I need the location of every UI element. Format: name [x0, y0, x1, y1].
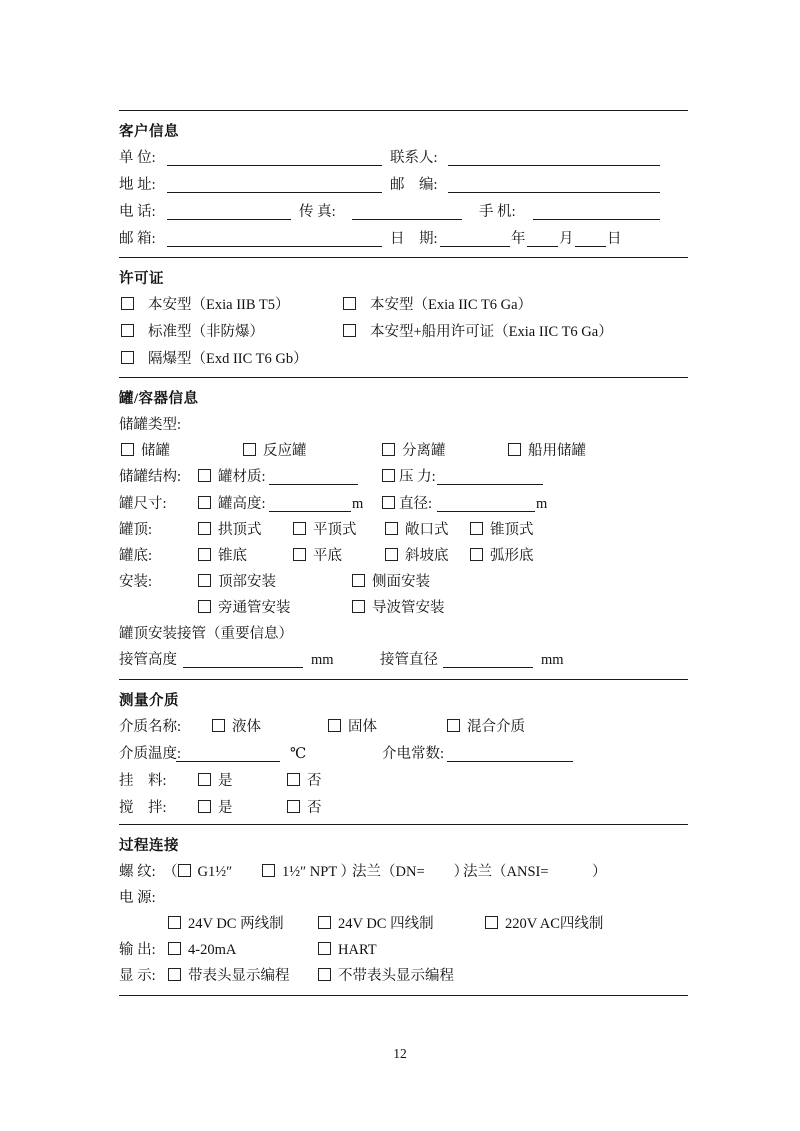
output-option-420ma	[168, 937, 236, 963]
power-option-24vdc-4wire	[318, 911, 434, 937]
medium-temp-label: 介质温度:	[119, 746, 182, 762]
medium-temp-input-line[interactable]	[176, 745, 280, 762]
mobile-label: 手 机:	[479, 204, 516, 220]
option-label: 拱顶式	[218, 522, 262, 538]
storage-tank-checkbox[interactable]	[121, 443, 134, 456]
diameter-label: 直径:	[399, 496, 433, 512]
tank-height-option	[198, 491, 266, 517]
mixed-medium-checkbox[interactable]	[447, 719, 460, 732]
tank-bottom-label: 罐底:	[119, 548, 153, 564]
phone-label: 电 话:	[119, 204, 156, 220]
g-thread-checkbox[interactable]	[178, 864, 191, 877]
stir-no-option	[287, 795, 322, 822]
phone-input-line[interactable]	[167, 203, 291, 220]
medium-option-solid	[328, 714, 377, 741]
marine-license-checkbox[interactable]	[343, 324, 356, 337]
npt-thread-checkbox[interactable]	[262, 864, 275, 877]
nozzle-diameter-input-line[interactable]	[443, 651, 533, 668]
option-label: 4-20mA	[188, 942, 237, 958]
option-label: 本安型（Exia IIB T5）	[148, 297, 290, 313]
solid-checkbox[interactable]	[328, 719, 341, 732]
license-option-standard	[121, 319, 264, 346]
power-option-24vdc-2wire	[168, 911, 284, 937]
date-day-input-line[interactable]	[575, 230, 606, 247]
unit-label: 单 位:	[119, 150, 156, 166]
stir-yes-checkbox[interactable]	[198, 800, 211, 813]
email-label: 邮 箱:	[119, 231, 156, 247]
buildup-yes-option	[198, 768, 233, 795]
tank-type-separation	[382, 438, 446, 464]
tank-type-options-row	[119, 438, 688, 464]
nozzle-dimensions-row	[119, 647, 688, 674]
mobile-input-line[interactable]	[533, 203, 660, 220]
year-label: 年	[511, 231, 526, 247]
display-option-with-meter	[168, 963, 290, 989]
tank-material-input-line[interactable]	[269, 468, 358, 485]
process-heading: 过程连接	[119, 838, 179, 854]
standard-type-checkbox[interactable]	[121, 324, 134, 337]
output-option-hart	[318, 937, 377, 963]
buildup-no-checkbox[interactable]	[287, 773, 300, 786]
option-label: 否	[307, 773, 322, 789]
date-year-input-line[interactable]	[440, 230, 510, 247]
option-label: 标准型（非防爆）	[148, 324, 264, 340]
option-label: 混合介质	[467, 719, 525, 735]
medium-option-liquid	[212, 714, 261, 741]
pressure-label: 压 力:	[399, 469, 436, 485]
open-top-checkbox[interactable]	[385, 522, 398, 535]
option-label: HART	[338, 942, 377, 958]
fax-input-line[interactable]	[352, 203, 462, 220]
thread-row	[119, 859, 688, 885]
bypass-pipe-mount-checkbox[interactable]	[198, 600, 211, 613]
nozzle-diameter-unit: mm	[541, 652, 564, 668]
marine-tank-checkbox[interactable]	[508, 443, 521, 456]
tank-size-row	[119, 491, 688, 517]
tank-pressure-checkbox[interactable]	[382, 469, 395, 482]
output-420ma-checkbox[interactable]	[168, 942, 181, 955]
date-month-input-line[interactable]	[527, 230, 558, 247]
option-label: G1½″	[197, 864, 233, 880]
nozzle-height-label: 接管高度	[119, 652, 177, 668]
reaction-tank-checkbox[interactable]	[243, 443, 256, 456]
tank-height-checkbox[interactable]	[198, 496, 211, 509]
date-label: 日 期:	[390, 231, 438, 247]
option-label: 平顶式	[313, 522, 357, 538]
customer-info-heading: 客户信息	[119, 124, 179, 140]
display-option-without-meter	[318, 963, 454, 989]
option-label: 锥底	[218, 548, 247, 564]
option-label: 220V AC四线制	[505, 916, 604, 932]
license-row-3	[119, 346, 688, 373]
roof-option-cone	[470, 517, 534, 543]
option-label: 导波管安装	[372, 600, 445, 616]
tank-material-checkbox[interactable]	[198, 469, 211, 482]
tank-type-marine	[508, 438, 586, 464]
material-label: 罐材质:	[218, 469, 266, 485]
zip-input-line[interactable]	[448, 176, 660, 193]
buildup-no-option	[287, 768, 322, 795]
option-label: 平底	[313, 548, 342, 564]
option-label: 储罐	[141, 443, 170, 459]
power-label-row	[119, 885, 688, 911]
medium-name-label: 介质名称:	[119, 719, 182, 735]
option-label: 固体	[348, 719, 377, 735]
unit-input-line[interactable]	[167, 149, 382, 166]
contact-label: 联系人:	[390, 150, 438, 166]
tank-structure-label: 储罐结构:	[119, 469, 182, 485]
tank-info-heading: 罐/容器信息	[119, 391, 199, 407]
option-label: 不带表头显示编程	[338, 968, 454, 984]
flat-roof-checkbox[interactable]	[293, 522, 306, 535]
power-options-row	[119, 911, 688, 937]
option-label: 液体	[232, 719, 261, 735]
address-input-line[interactable]	[167, 176, 382, 193]
roof-option-open	[385, 517, 449, 543]
height-label: 罐高度:	[218, 496, 266, 512]
option-label: 侧面安装	[372, 574, 430, 590]
customer-email-row	[119, 226, 688, 253]
without-display-checkbox[interactable]	[318, 968, 331, 981]
option-label: 否	[307, 800, 322, 816]
option-label: 带表头显示编程	[188, 968, 290, 984]
option-label: 本安型+船用许可证（Exia IIC T6 Ga）	[370, 324, 613, 340]
contact-input-line[interactable]	[448, 149, 660, 166]
height-unit: m	[352, 496, 364, 512]
mount-option-side	[352, 569, 430, 595]
buildup-row	[119, 768, 688, 795]
side-mount-checkbox[interactable]	[352, 574, 365, 587]
customer-address-row	[119, 172, 688, 199]
bottom-option-flat	[293, 543, 342, 569]
paren-open: （	[163, 864, 178, 880]
dc24v-2wire-checkbox[interactable]	[168, 916, 181, 929]
section-customer-info	[119, 110, 688, 257]
tank-structure-row	[119, 464, 688, 491]
flat-bottom-checkbox[interactable]	[293, 548, 306, 561]
power-label: 电 源:	[119, 890, 156, 906]
with-display-checkbox[interactable]	[168, 968, 181, 981]
cone-roof-checkbox[interactable]	[470, 522, 483, 535]
stir-label: 搅 拌:	[119, 800, 167, 816]
option-label: 是	[218, 773, 233, 789]
flange-dn-label: 法兰（DN= ）	[352, 864, 469, 880]
section-process-connection	[119, 824, 688, 995]
tank-pressure-input-line[interactable]	[437, 468, 543, 485]
liquid-checkbox[interactable]	[212, 719, 225, 732]
nozzle-heading-row	[119, 621, 688, 647]
tank-type-storage	[121, 438, 170, 464]
tank-diameter-checkbox[interactable]	[382, 496, 395, 509]
stir-row	[119, 795, 688, 822]
exia-iic-t6-checkbox[interactable]	[343, 297, 356, 310]
separation-tank-checkbox[interactable]	[382, 443, 395, 456]
section-tank-info	[119, 377, 688, 679]
display-row	[119, 963, 688, 989]
medium-name-row	[119, 714, 688, 741]
option-label: 船用储罐	[528, 443, 586, 459]
power-option-220vac-4wire	[485, 911, 603, 937]
option-label: 反应罐	[263, 443, 307, 459]
tank-diameter-option	[382, 491, 432, 517]
tank-height-input-line[interactable]	[269, 495, 351, 512]
customer-phone-row	[119, 199, 688, 226]
bottom-option-cone	[198, 543, 247, 569]
mount-label: 安装:	[119, 574, 153, 590]
thread-option-npt	[262, 859, 355, 885]
option-label: 分离罐	[402, 443, 446, 459]
tank-type-label-row	[119, 412, 688, 438]
tank-roof-row	[119, 517, 688, 543]
tank-size-label: 罐尺寸:	[119, 496, 167, 512]
output-row	[119, 937, 688, 963]
option-label: 1½″ NPT ）	[282, 864, 356, 880]
license-option-marine	[343, 319, 613, 346]
buildup-label: 挂 料:	[119, 773, 167, 789]
option-label: 弧形底	[490, 548, 534, 564]
tank-pressure-option	[382, 464, 436, 491]
mount-option-bypass	[198, 595, 291, 621]
buildup-yes-checkbox[interactable]	[198, 773, 211, 786]
form-content	[119, 110, 688, 996]
top-mount-checkbox[interactable]	[198, 574, 211, 587]
slope-bottom-checkbox[interactable]	[385, 548, 398, 561]
option-label: 敞口式	[405, 522, 449, 538]
option-label: 24V DC 两线制	[188, 916, 284, 932]
option-label: 顶部安装	[218, 574, 276, 590]
ac220v-4wire-checkbox[interactable]	[485, 916, 498, 929]
dielectric-input-line[interactable]	[447, 745, 573, 762]
zip-label: 邮 编:	[390, 177, 438, 193]
bottom-option-slope	[385, 543, 449, 569]
nozzle-height-unit: mm	[311, 652, 334, 668]
license-heading: 许可证	[119, 271, 164, 287]
option-label: 本安型（Exia IIC T6 Ga）	[370, 297, 533, 313]
stir-no-checkbox[interactable]	[287, 800, 300, 813]
thread-option-g	[163, 859, 232, 885]
stir-yes-option	[198, 795, 233, 822]
fax-label: 传 真:	[299, 204, 336, 220]
tank-diameter-input-line[interactable]	[437, 495, 535, 512]
arch-roof-checkbox[interactable]	[198, 522, 211, 535]
medium-heading: 测量介质	[119, 693, 179, 709]
tank-roof-label: 罐顶:	[119, 522, 153, 538]
mount-option-top	[198, 569, 276, 595]
option-label: 锥顶式	[490, 522, 534, 538]
email-input-line[interactable]	[167, 230, 382, 247]
flange-ansi-label: 法兰（ANSI= ）	[463, 864, 607, 880]
bottom-option-arc	[470, 543, 534, 569]
option-label: 旁通管安装	[218, 600, 291, 616]
temp-unit: ℃	[290, 746, 307, 762]
cone-bottom-checkbox[interactable]	[198, 548, 211, 561]
option-label: 是	[218, 800, 233, 816]
tank-mount-row-2	[119, 595, 688, 621]
stillwell-mount-checkbox[interactable]	[352, 600, 365, 613]
dielectric-label: 介电常数:	[382, 746, 445, 762]
section-license	[119, 257, 688, 377]
diameter-unit: m	[536, 496, 548, 512]
license-option-exd	[121, 346, 308, 373]
day-label: 日	[607, 231, 622, 247]
nozzle-diameter-label: 接管直径	[380, 652, 438, 668]
roof-option-arch	[198, 517, 262, 543]
option-label: 24V DC 四线制	[338, 916, 434, 932]
nozzle-heading: 罐顶安装接管（重要信息）	[119, 626, 293, 642]
arc-bottom-checkbox[interactable]	[470, 548, 483, 561]
roof-option-flat	[293, 517, 357, 543]
medium-option-mixed	[447, 714, 525, 741]
address-label: 地 址:	[119, 177, 156, 193]
output-hart-checkbox[interactable]	[318, 942, 331, 955]
license-row-2	[119, 319, 688, 346]
display-label: 显 示:	[119, 968, 156, 984]
option-label: 斜坡底	[405, 548, 449, 564]
month-label: 月	[559, 231, 574, 247]
customer-unit-row	[119, 145, 688, 172]
license-row-1	[119, 292, 688, 319]
option-label: 隔爆型（Exd IIC T6 Gb）	[148, 351, 308, 367]
exd-type-checkbox[interactable]	[121, 351, 134, 364]
dc24v-4wire-checkbox[interactable]	[318, 916, 331, 929]
medium-temperature-row	[119, 741, 688, 768]
nozzle-height-input-line[interactable]	[183, 651, 303, 668]
bottom-rule	[119, 995, 688, 996]
thread-label: 螺 纹:	[119, 864, 156, 880]
tank-type-reaction	[243, 438, 307, 464]
license-option-exia-iic	[343, 292, 532, 319]
tank-bottom-row	[119, 543, 688, 569]
section-medium	[119, 679, 688, 824]
tank-type-label: 储罐类型:	[119, 417, 182, 433]
tank-material-option	[198, 464, 266, 491]
output-label: 输 出:	[119, 942, 156, 958]
exia-iib-t5-checkbox[interactable]	[121, 297, 134, 310]
mount-option-stillwell	[352, 595, 445, 621]
page-number: 12	[393, 1046, 407, 1061]
license-option-exia-iib	[121, 292, 290, 319]
tank-mount-row-1	[119, 569, 688, 595]
